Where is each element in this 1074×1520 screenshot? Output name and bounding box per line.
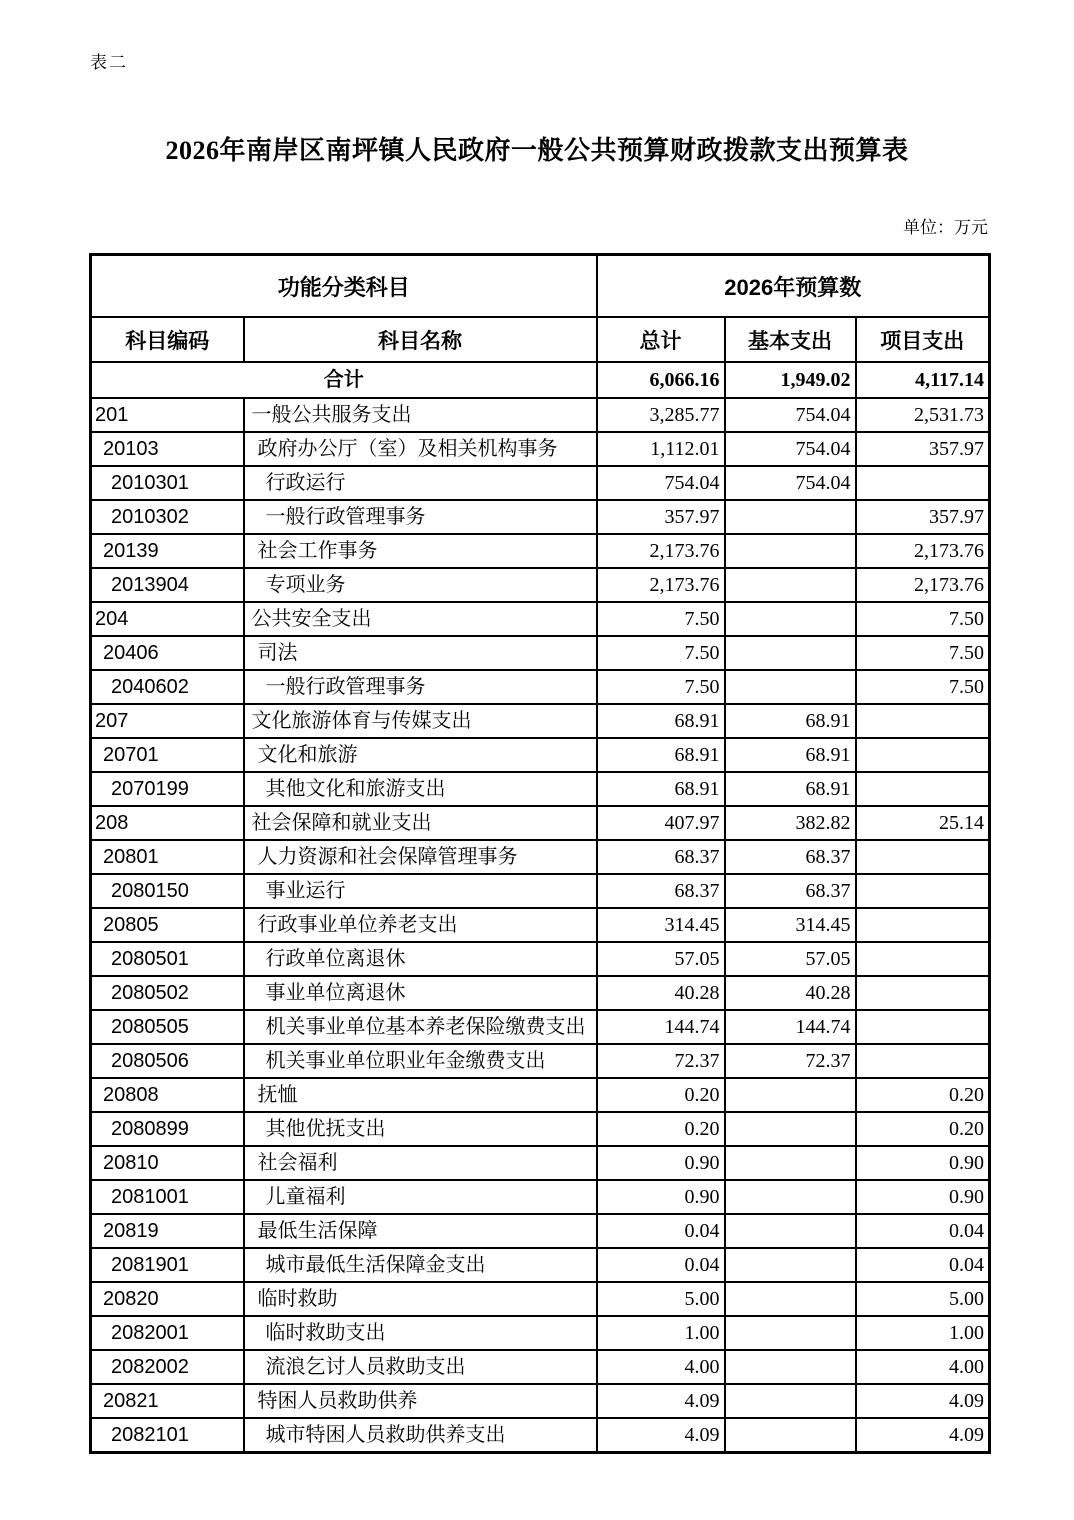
table-row [91,704,990,738]
subject-name-cell: 行政事业单位养老支出 [244,908,597,942]
subject-code-cell: 2081001 [91,1180,244,1214]
total-value-cell: 357.97 [597,500,725,534]
subject-code-cell: 2070199 [91,772,244,806]
project-expense-cell: 357.97 [856,500,990,534]
project-expense-cell: 4.00 [856,1350,990,1384]
subject-code-cell: 2081901 [91,1248,244,1282]
total-value-cell: 0.04 [597,1214,725,1248]
subject-name-cell: 文化旅游体育与传媒支出 [244,704,597,738]
basic-expense-cell [725,534,856,568]
project-expense-cell: 7.50 [856,670,990,704]
basic-expense-cell [725,670,856,704]
table-row [91,432,990,466]
subject-code-cell: 2082101 [91,1418,244,1453]
column-header-basic-expense: 基本支出 [725,317,856,362]
table-row [91,942,990,976]
subject-name-cell: 行政单位离退休 [244,942,597,976]
total-value-cell: 3,285.77 [597,398,725,432]
basic-expense-cell: 40.28 [725,976,856,1010]
basic-expense-cell [725,1384,856,1418]
table-row [91,602,990,636]
table-row [91,1384,990,1418]
subject-name-cell: 机关事业单位基本养老保险缴费支出 [244,1010,597,1044]
basic-expense-cell: 382.82 [725,806,856,840]
total-value-cell: 68.91 [597,738,725,772]
project-expense-cell: 4.09 [856,1418,990,1453]
subject-code-cell: 20820 [91,1282,244,1316]
header-functional-category: 功能分类科目 [91,255,597,318]
total-value-cell: 7.50 [597,670,725,704]
subject-name-cell: 临时救助支出 [244,1316,597,1350]
unit-note: 单位：万元 [903,218,988,237]
subject-name-cell: 流浪乞讨人员救助支出 [244,1350,597,1384]
table-row [91,534,990,568]
subject-name-cell: 人力资源和社会保障管理事务 [244,840,597,874]
subject-code-cell: 2080150 [91,874,244,908]
table-row [91,874,990,908]
basic-expense-cell [725,1350,856,1384]
total-value-cell: 4.00 [597,1350,725,1384]
column-header-subject-code: 科目编码 [91,317,244,362]
subject-code-cell: 2082001 [91,1316,244,1350]
subject-code-cell: 204 [91,602,244,636]
total-value-cell: 0.04 [597,1248,725,1282]
subject-name-cell: 特困人员救助供养 [244,1384,597,1418]
subject-name-cell: 最低生活保障 [244,1214,597,1248]
subject-name-cell: 事业单位离退休 [244,976,597,1010]
project-expense-cell: 357.97 [856,432,990,466]
project-expense-cell: 0.04 [856,1248,990,1282]
subject-name-cell: 一般行政管理事务 [244,500,597,534]
project-expense-cell: 5.00 [856,1282,990,1316]
project-expense-cell: 7.50 [856,636,990,670]
table-row [91,1078,990,1112]
project-expense-cell: 0.20 [856,1112,990,1146]
subject-name-cell: 司法 [244,636,597,670]
subject-name-cell: 文化和旅游 [244,738,597,772]
subject-name-cell: 社会保障和就业支出 [244,806,597,840]
subject-code-cell: 2080506 [91,1044,244,1078]
project-expense-cell [856,1010,990,1044]
total-row [91,362,990,398]
basic-expense-cell: 57.05 [725,942,856,976]
subject-code-cell: 20406 [91,636,244,670]
table-row [91,1010,990,1044]
project-expense-cell [856,738,990,772]
project-expense-cell: 4.09 [856,1384,990,1418]
table-row [91,772,990,806]
subject-code-cell: 2040602 [91,670,244,704]
basic-expense-cell: 314.45 [725,908,856,942]
column-header-subject-name: 科目名称 [244,317,597,362]
total-value-cell: 2,173.76 [597,534,725,568]
basic-expense-cell [725,1078,856,1112]
table-row [91,466,990,500]
basic-expense-cell: 68.91 [725,704,856,738]
table-row [91,806,990,840]
subject-name-cell: 政府办公厅（室）及相关机构事务 [244,432,597,466]
basic-expense-cell [725,568,856,602]
subject-name-cell: 临时救助 [244,1282,597,1316]
basic-expense-cell: 72.37 [725,1044,856,1078]
total-value-cell: 407.97 [597,806,725,840]
basic-expense-cell [725,1180,856,1214]
project-expense-cell: 2,173.76 [856,534,990,568]
total-value-cell: 4.09 [597,1384,725,1418]
basic-expense-cell: 754.04 [725,398,856,432]
basic-expense-cell: 68.91 [725,738,856,772]
subject-code-cell: 201 [91,398,244,432]
header-budget-year: 2026年预算数 [597,255,990,318]
header-columns-row [91,317,990,362]
subject-name-cell: 社会福利 [244,1146,597,1180]
project-expense-cell: 2,531.73 [856,398,990,432]
table-row [91,976,990,1010]
subject-code-cell: 2080505 [91,1010,244,1044]
basic-expense-cell [725,1146,856,1180]
total-value-cell: 1.00 [597,1316,725,1350]
table-row [91,1282,990,1316]
table-row [91,1044,990,1078]
project-expense-cell: 25.14 [856,806,990,840]
subject-name-cell: 儿童福利 [244,1180,597,1214]
total-value-cell: 72.37 [597,1044,725,1078]
total-label-cell: 合计 [91,362,597,398]
subject-name-cell: 事业运行 [244,874,597,908]
total-value-cell: 4.09 [597,1418,725,1453]
subject-code-cell: 20701 [91,738,244,772]
basic-expense-cell [725,636,856,670]
table-row [91,1214,990,1248]
total-value-cell: 68.37 [597,840,725,874]
subject-code-cell: 20808 [91,1078,244,1112]
total-value-cell: 68.91 [597,772,725,806]
project-expense-cell: 0.90 [856,1180,990,1214]
total-value-cell: 68.37 [597,874,725,908]
table-row [91,1112,990,1146]
subject-code-cell: 2080502 [91,976,244,1010]
project-expense-cell [856,908,990,942]
project-expense-cell: 1.00 [856,1316,990,1350]
subject-code-cell: 20139 [91,534,244,568]
total-value-cell: 7.50 [597,636,725,670]
table-row [91,1248,990,1282]
project-expense-cell: 2,173.76 [856,568,990,602]
subject-code-cell: 20821 [91,1384,244,1418]
total-value-cell: 754.04 [597,466,725,500]
subject-code-cell: 20103 [91,432,244,466]
subject-code-cell: 2080899 [91,1112,244,1146]
project-expense-cell: 0.20 [856,1078,990,1112]
subject-name-cell: 专项业务 [244,568,597,602]
total-value-cell: 2,173.76 [597,568,725,602]
project-expense-cell [856,874,990,908]
total-value-cell: 0.20 [597,1112,725,1146]
basic-expense-cell [725,500,856,534]
subject-code-cell: 20819 [91,1214,244,1248]
subject-code-cell: 207 [91,704,244,738]
subject-name-cell: 社会工作事务 [244,534,597,568]
basic-expense-cell [725,1418,856,1453]
basic-expense-cell: 144.74 [725,1010,856,1044]
page-title: 2026年南岸区南坪镇人民政府一般公共预算财政拨款支出预算表 [165,136,909,165]
subject-name-cell: 城市最低生活保障金支出 [244,1248,597,1282]
basic-expense-cell [725,1214,856,1248]
subject-code-cell: 2010301 [91,466,244,500]
project-expense-cell: 0.90 [856,1146,990,1180]
header-group-row [91,255,990,318]
table-body [91,362,990,1453]
table-row [91,908,990,942]
basic-expense-cell: 754.04 [725,466,856,500]
table-row [91,840,990,874]
total-basic-expense-cell: 1,949.02 [725,362,856,398]
table-row [91,568,990,602]
subject-code-cell: 20801 [91,840,244,874]
total-value-cell: 0.90 [597,1180,725,1214]
project-expense-cell [856,840,990,874]
project-expense-cell: 7.50 [856,602,990,636]
subject-code-cell: 2010302 [91,500,244,534]
subject-name-cell: 其他优抚支出 [244,1112,597,1146]
total-sum-cell: 6,066.16 [597,362,725,398]
total-value-cell: 57.05 [597,942,725,976]
subject-code-cell: 20810 [91,1146,244,1180]
subject-code-cell: 2080501 [91,942,244,976]
basic-expense-cell: 68.91 [725,772,856,806]
total-value-cell: 0.90 [597,1146,725,1180]
subject-name-cell: 其他文化和旅游支出 [244,772,597,806]
basic-expense-cell: 68.37 [725,840,856,874]
table-number-label: 表二 [90,53,128,72]
budget-table [89,253,991,1454]
table-row [91,670,990,704]
project-expense-cell [856,466,990,500]
subject-name-cell: 抚恤 [244,1078,597,1112]
subject-name-cell: 一般行政管理事务 [244,670,597,704]
table-row [91,1418,990,1453]
table-row [91,1180,990,1214]
total-project-expense-cell: 4,117.14 [856,362,990,398]
subject-name-cell: 一般公共服务支出 [244,398,597,432]
project-expense-cell [856,1044,990,1078]
basic-expense-cell [725,602,856,636]
table-row [91,636,990,670]
total-value-cell: 314.45 [597,908,725,942]
subject-code-cell: 208 [91,806,244,840]
table-row [91,1146,990,1180]
subject-code-cell: 20805 [91,908,244,942]
project-expense-cell [856,704,990,738]
basic-expense-cell [725,1112,856,1146]
project-expense-cell [856,772,990,806]
table-row [91,500,990,534]
column-header-total: 总计 [597,317,725,362]
total-value-cell: 40.28 [597,976,725,1010]
subject-name-cell: 城市特困人员救助供养支出 [244,1418,597,1453]
basic-expense-cell: 68.37 [725,874,856,908]
subject-name-cell: 公共安全支出 [244,602,597,636]
project-expense-cell: 0.04 [856,1214,990,1248]
total-value-cell: 5.00 [597,1282,725,1316]
subject-code-cell: 2082002 [91,1350,244,1384]
basic-expense-cell [725,1248,856,1282]
total-value-cell: 0.20 [597,1078,725,1112]
subject-name-cell: 行政运行 [244,466,597,500]
table-row [91,738,990,772]
total-value-cell: 1,112.01 [597,432,725,466]
project-expense-cell [856,942,990,976]
total-value-cell: 68.91 [597,704,725,738]
project-expense-cell [856,976,990,1010]
basic-expense-cell: 754.04 [725,432,856,466]
total-value-cell: 7.50 [597,602,725,636]
total-value-cell: 144.74 [597,1010,725,1044]
table-header [91,255,990,363]
table-row [91,398,990,432]
subject-name-cell: 机关事业单位职业年金缴费支出 [244,1044,597,1078]
table-row [91,1350,990,1384]
basic-expense-cell [725,1282,856,1316]
column-header-project-expense: 项目支出 [856,317,990,362]
basic-expense-cell [725,1316,856,1350]
subject-code-cell: 2013904 [91,568,244,602]
table-row [91,1316,990,1350]
